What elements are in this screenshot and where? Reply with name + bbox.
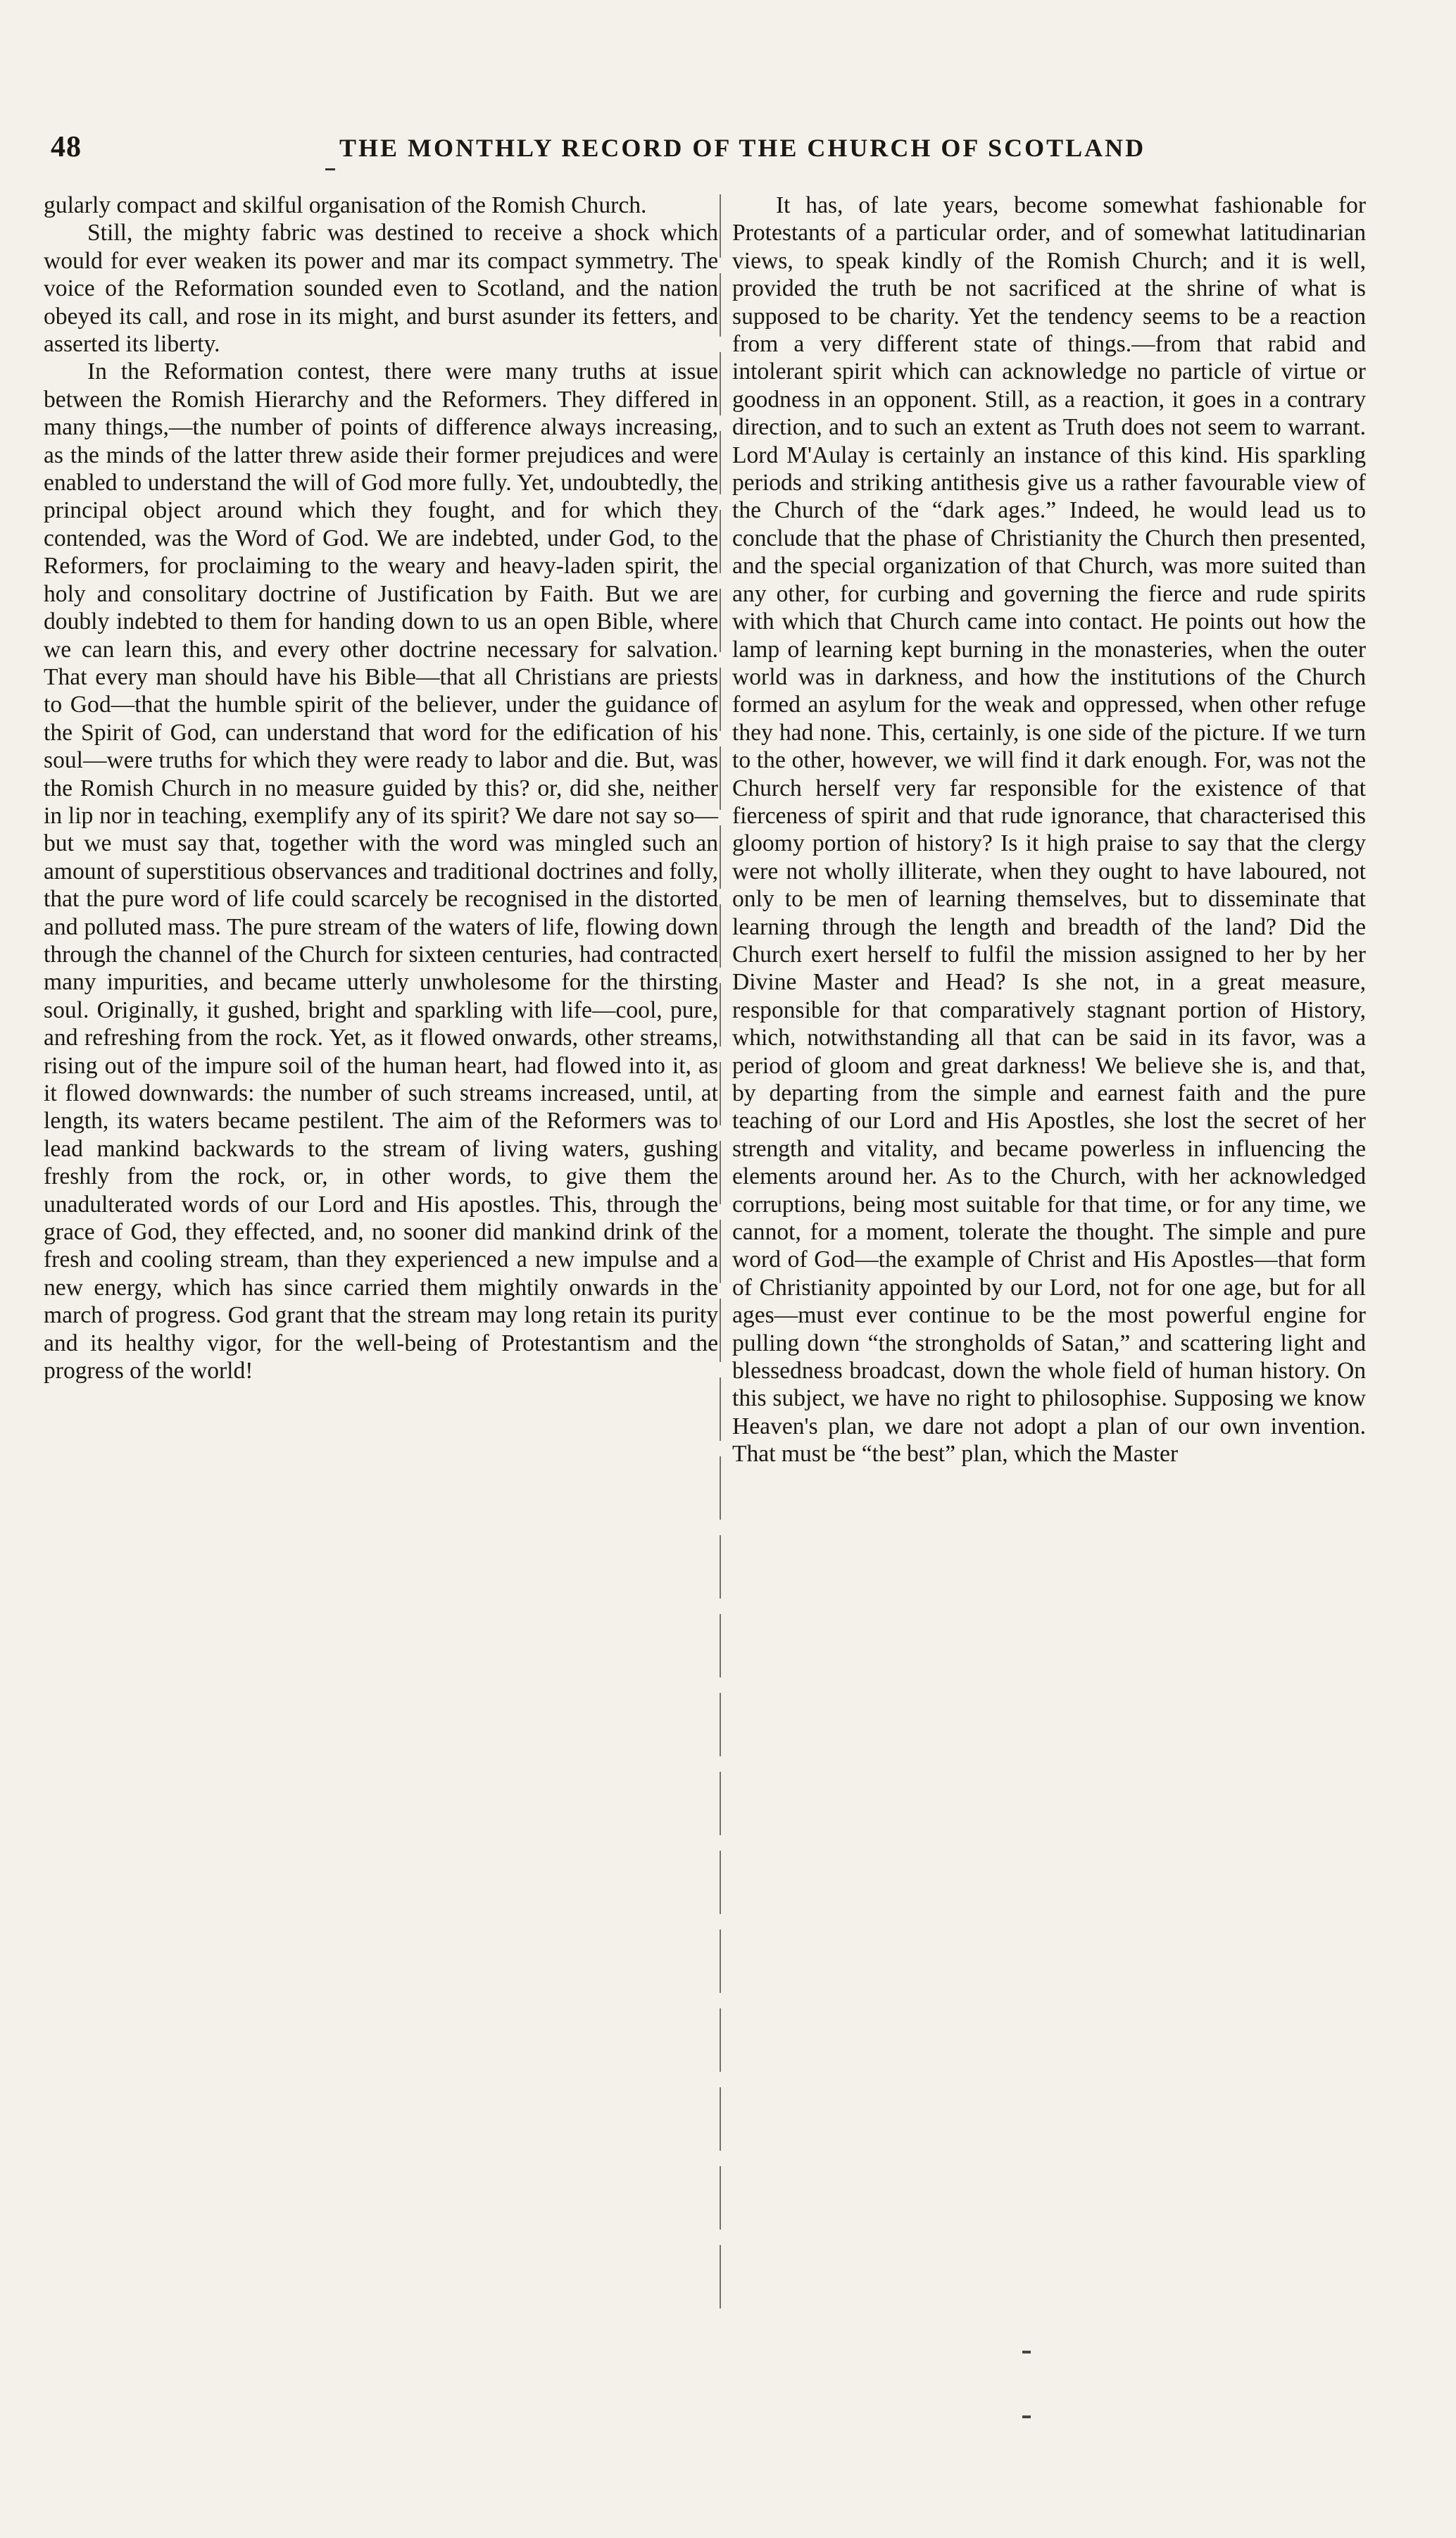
paragraph: Still, the mighty fabric was destined to receive a shock which would for ever weaken its power and mar its compact symmetry. The voice of the Reformation sounded even to Scotland, and the nation obeyed its call, and rose in its might, and burst asunder its fetters, and asserted its liberty.: [44, 220, 718, 358]
paragraph: In the Reformation contest, there were many truths at issue between the Romish Hierarchy and the Reformers. They differed in many things,—the number of points of difference always increasing, as the minds of the latter threw aside their former prejudices and were enabled to understand the will of God more fully. Yet, undoubtedly, the principal object around which they fought, and for which they contended, was the Word of God. We are indebted, under God, to the Reformers, for proclaiming to the weary and heavy-laden spirit, the holy and consolitary doctrine of Justification by Faith. But we are doubly indebted to them for handing down to us an open Bible, where we can learn this, and every other doctrine necessary for salvation. That every man should have his Bible—that all Christians are priests to God—that the humble spirit of the believer, under the guidance of the Spirit of God, can understand that word for the edification of his soul—were truths for which they were ready to labor and die. But, was the Romish Church in no measure guided by this? or, did she, neither in lip nor in teaching, exemplify any of its spirit? We dare not say so—but we must say that, together with the word was mingled such an amount of superstitious observances and traditional doctrines and folly, that the pure word of life could scarcely be recognised in the distorted and polluted mass. The pure stream of the waters of life, flowing down through the channel of the Church for sixteen centuries, had contracted many impurities, and became utterly unwholesome for the thirsting soul. Originally, it gushed, bright and sparkling with life—cool, pure, and refreshing from the rock. Yet, as it flowed onwards, other streams, rising out of the impure soil of the human heart, had flowed into it, as it flowed downwards: the number of such streams increased, until, at length, its waters became pestilent. The aim of the Reformers was to lead mankind backwards to the stream of living waters, gushing freshly from the rock, or, in other words, to give them the unadulterated words of our Lord and His apostles. This, through the grace of God, they effected, and, no sooner did mankind drink of the fresh and cooling stream, than they experienced a new impulse and a new energy, which has since carried them mightily onwards in the march of progress. God grant that the stream may long retain its purity and its healthy vigor, for the well-being of Protestantism and the progress of the world!: [44, 358, 718, 1384]
print-mark: [1022, 2415, 1031, 2418]
left-column: [44, 192, 718, 1384]
running-header: [44, 130, 1332, 175]
paragraph-continuation: gularly compact and skilful organisation of the Romish Church.: [44, 192, 647, 218]
print-mark: [1022, 2351, 1031, 2353]
page-number: 48: [51, 131, 82, 163]
header-ornament-mark: [325, 168, 335, 170]
paragraph: It has, of late years, become somewhat fashionable for Protestants of a particular order, and of somewhat latitudinarian views, to speak kindly of the Romish Church; and it is well, provided the truth be not sacrificed at the shrine of what is supposed to be charity. Yet the tendency seems to be a reaction from a very different state of things.—from that rabid and intolerant spirit which can acknowledge no particle of virtue or goodness in an opponent. Still, as a reaction, it goes in a contrary direction, and to such an extent as Truth does not seem to warrant. Lord M'Aulay is certainly an instance of this kind. His sparkling periods and striking antithesis give us a rather favourable view of the Church of the “dark ages.” Indeed, he would lead us to conclude that the phase of Christianity the Church then presented, and the special organization of that Church, was more suited than any other, for curbing and governing the fierce and rude spirits with which that Church came into contact. He points out how the lamp of learning kept burning in the monasteries, when the outer world was in darkness, and how the institutions of the Church formed an asylum for the weak and oppressed, when other refuge they had none. This, certainly, is one side of the picture. If we turn to the other, however, we will find it dark enough. For, was not the Church herself very far responsible for the existence of that fierceness of spirit and that rude ignorance, that characterised this gloomy portion of history? Is it high praise to say that the clergy were not wholly illiterate, when they ought to have laboured, not only to be men of learning themselves, but to disseminate that learning through the length and breadth of the land? Did the Church exert herself to fulfil the mission assigned to her by her Divine Master and Head? Is she not, in a great measure, responsible for that comparatively stagnant portion of History, which, notwithstanding all that can be said in its favor, was a period of gloom and great darkness! We believe she is, and that, by departing from the simple and earnest faith and the pure teaching of our Lord and His Apostles, she lost the secret of her strength and vitality, and became powerless in influencing the elements around her. As to the Church, with her acknowledged corruptions, being most suitable for that time, or for any time, we cannot, for a moment, tolerate the thought. The simple and pure word of God—the example of Christ and His Apostles—that form of Christianity appointed by our Lord, not for one age, but for all ages—must ever continue to be the most powerful engine for pulling down “the strongholds of Satan,” and scattering light and blessedness broadcast, down the whole field of human history. On this subject, we have no right to philosophise. Supposing we know Heaven's plan, we dare not adopt a plan of our own invention. That must be “the best” plan, which the Master: [732, 192, 1366, 1468]
column-divider: [720, 194, 721, 2321]
running-title: THE MONTHLY RECORD OF THE CHURCH OF SCOTLAND: [339, 134, 1146, 162]
right-column: [732, 192, 1366, 1468]
